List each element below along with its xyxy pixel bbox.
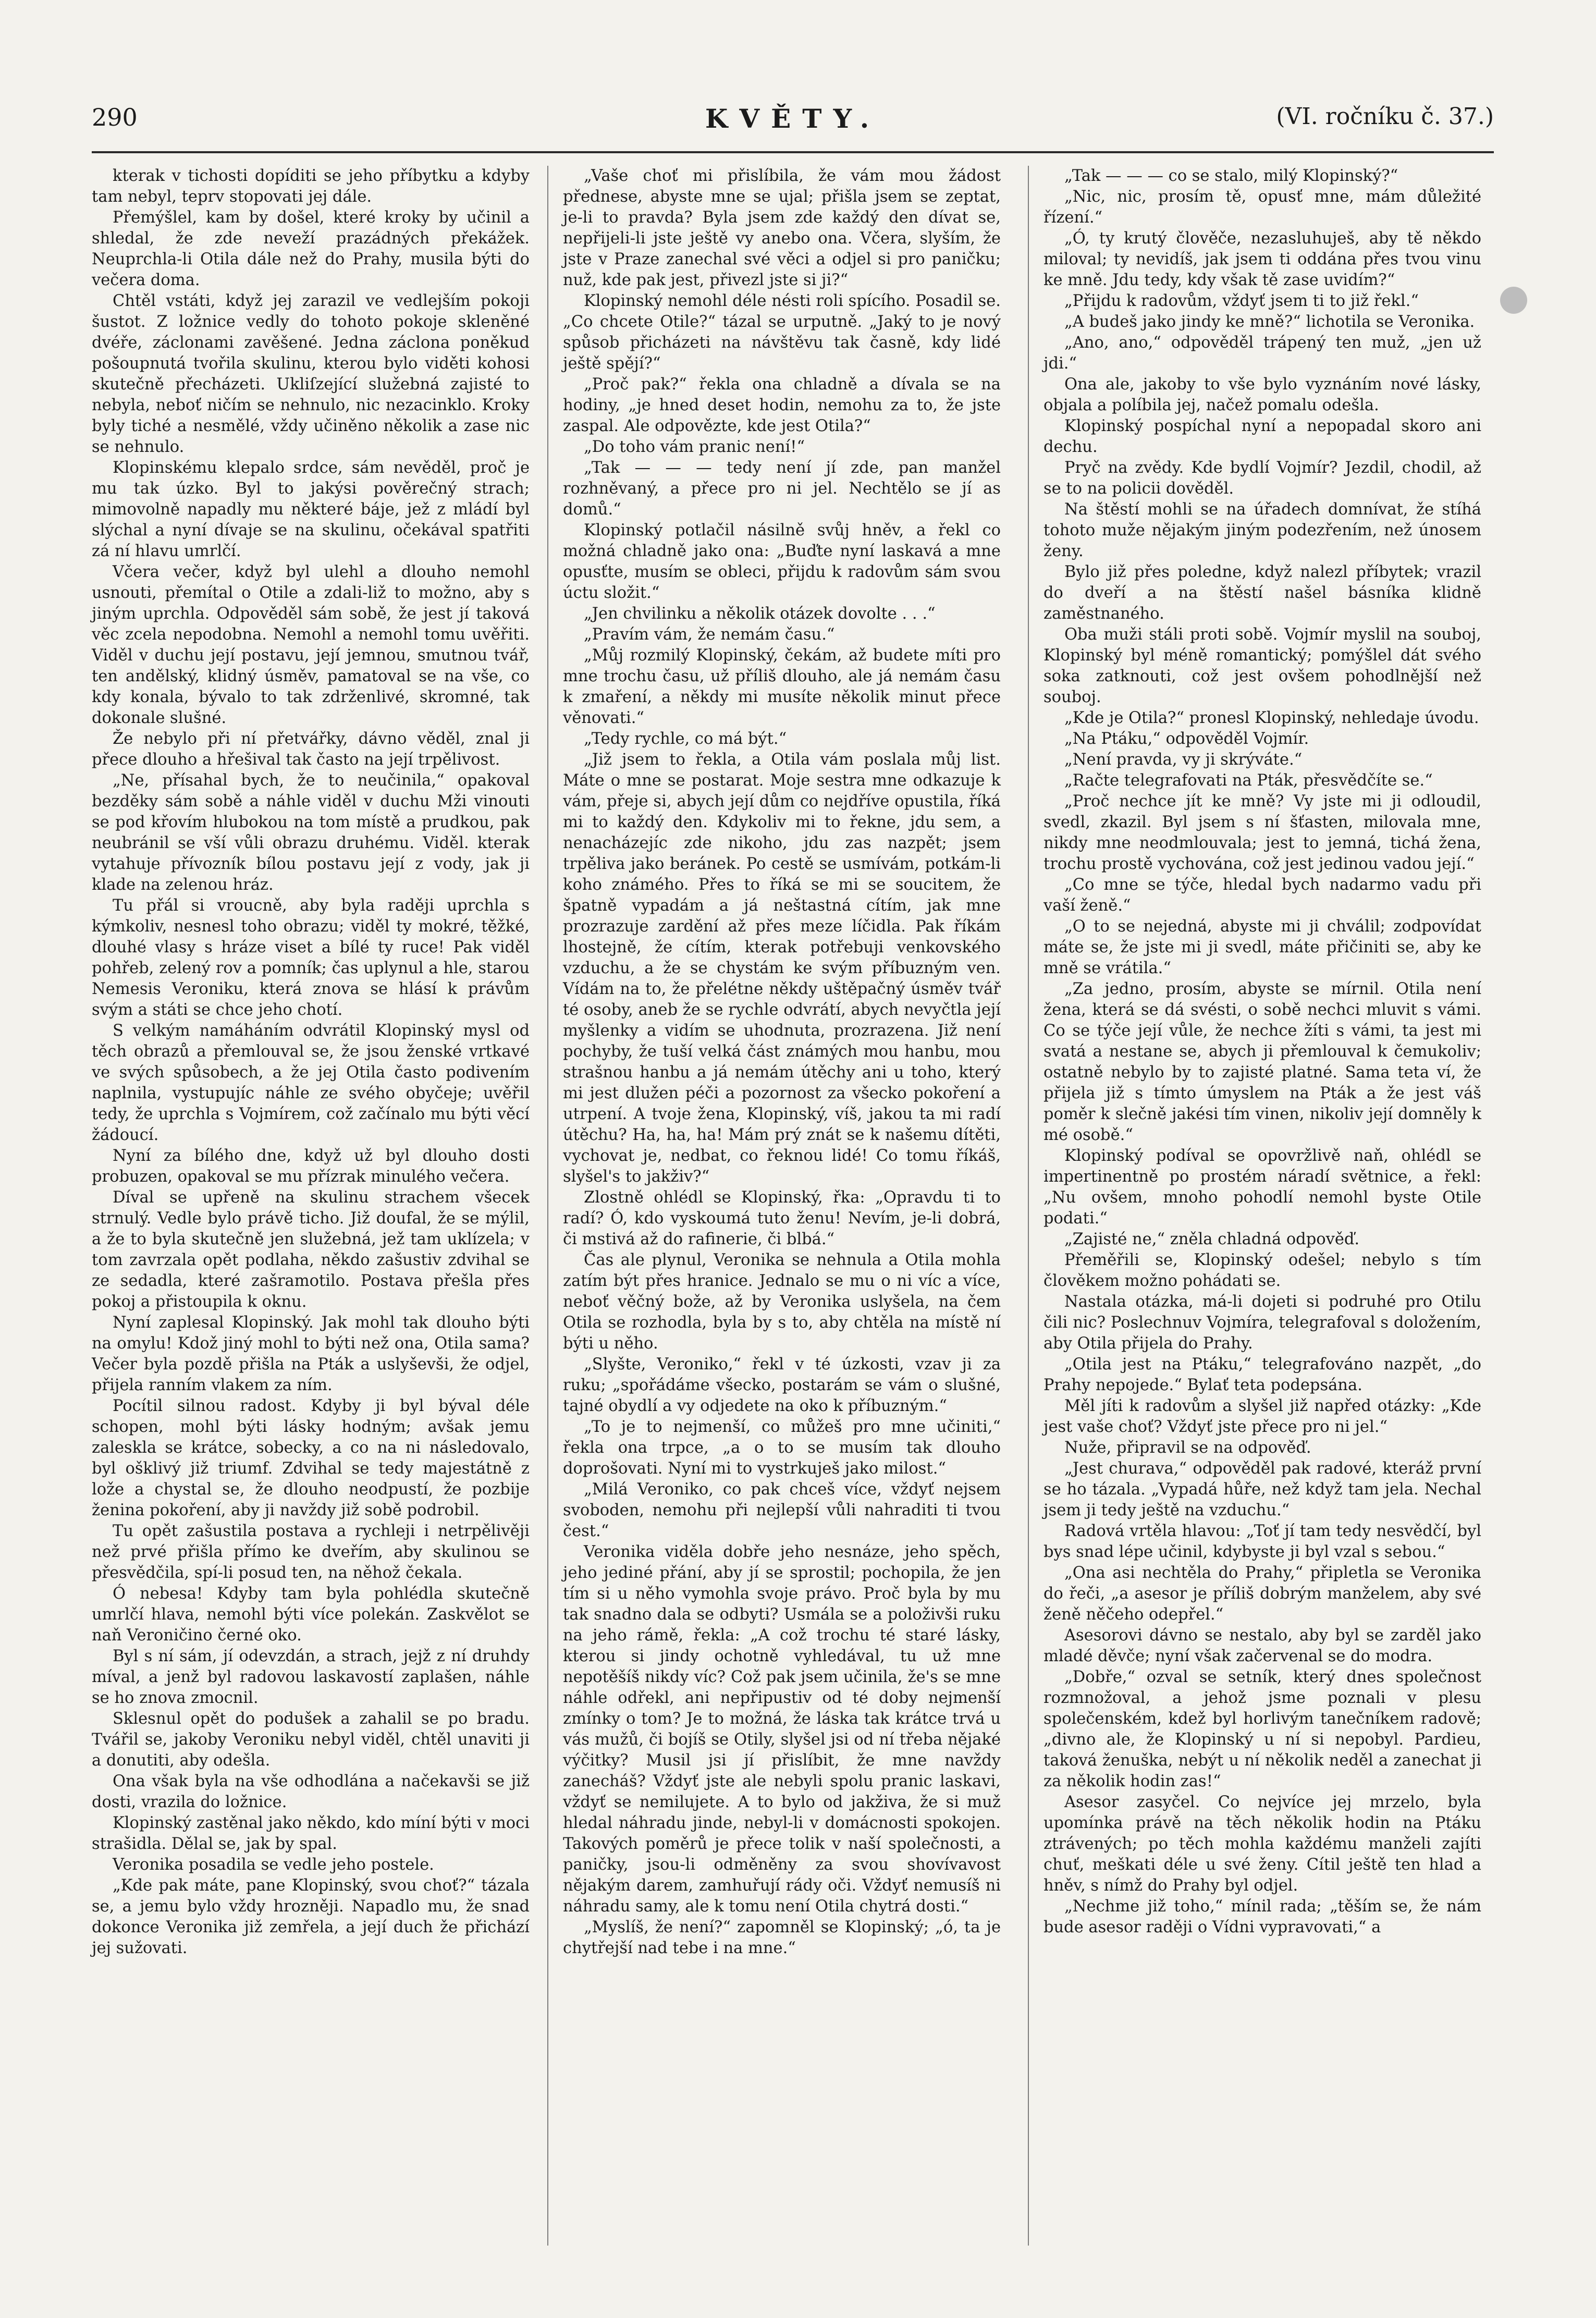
paragraph: Oba muži stáli proti sobě. Vojmír myslil na souboj, Klopinský byl méně romantický; pomýšlel dát svého soka zatknouti, což jest ovšem pohodlnější než souboj. xyxy=(1043,626,1481,706)
paragraph: „Do toho vám pranic není!“ xyxy=(584,438,805,456)
paragraph: Nyní za bílého dne, když už byl dlouho dosti probuzen, opakoval se mu přízrak minulého večera. xyxy=(92,1147,530,1186)
issue-label: (VI. ročníku č. 37.) xyxy=(1276,103,1494,130)
paragraph: Nuže, připravil se na odpověď. xyxy=(1064,1439,1311,1457)
paragraph: „Jen chvilinku a několik otázek dovolte . . .“ xyxy=(584,605,936,623)
page-header xyxy=(92,103,1494,150)
paragraph: „Zajisté ne,“ zněla chladná odpověď. xyxy=(1064,1230,1360,1248)
paragraph: „Otila jest na Ptáku,“ telegrafováno nazpět, „do Prahy nepojede.“ Bylať teta podepsána. xyxy=(1043,1355,1481,1394)
paragraph: „Přijdu k radovům, vždyť jsem ti to již řekl.“ xyxy=(1064,292,1419,310)
paragraph: Čas ale plynul, Veronika se nehnula a Otila mohla zatím být přes hranice. Jednalo se mu o ni víc a více, neboť věčný bože, až by Veronika uslyšela, na čem Otila se rozhodla, byla by s to, aby chtěla na místě ní býti u něho. xyxy=(563,1251,1001,1353)
text-column-2 xyxy=(563,166,1001,1959)
paragraph: „Myslíš, že není?“ zapomněl se Klopinský; „ó, ta je chytřejší nad tebe i na mne.“ xyxy=(563,1918,1001,1957)
paragraph: „Již jsem to řekla, a Otila vám poslala můj list. Máte o mne se postarat. Moje sestra mne odkazuje k vám, přeje si, abych její dům co nejdříve opustila, říká mi to každý den. Kdykoliv mi to řekne, jdu sem, a nenacházejíc zde nikoho, jdu zas nazpět; jsem trpěliva jako beránek. Po cestě se usmívám, potkám-li koho známého. Přes to říká se mi se soucitem, že špatně vypadám a já neštastná cítím, jak mne prozrazuje zardění až přes meze líčidla. Pak říkám lhostejně, že cítím, kterak potřebuji venkovského vzduchu, a že se chystám ke svým příbuzným ven. Vídám na to, že přelétne někdy uštěpačný úsměv tvář té osoby, aneb že se rychle odvrátí, abych nevyčtla její myšlenky a vidím se uhodnuta, prozrazena. Již není pochyby, že tuší velká část známých mou hanbu, mou strašnou hanbu a já nemám útěchy ani u toho, který mi jest dlužen péči a pozornost za všecko pokoření a utrpení. A tvoje žena, Klopinský, víš, jakou ta mi radí útěchu? Ha, ha, ha! Mám prý znát se k našemu dítěti, vychovat je, nedbat, co řeknou lidé! Co tomu říkáš, slyšel's to jakživ?“ xyxy=(563,751,1001,1186)
paragraph: Klopinský podíval se opovržlivě naň, ohlédl se impertinentně po prostém náradí světnice, a řekl: „Nu ovšem, mnoho pohodlí nemohl byste Otile podati.“ xyxy=(1043,1147,1481,1228)
paragraph: Ona však byla na vše odhodlána a načekavši se již dosti, vrazila do ložnice. xyxy=(92,1772,530,1811)
paragraph: „To je to nejmenší, co můžeš pro mne učiniti,“ řekla ona trpce, „a o to se musím tak dlouho doprošovati. Nyní mi to vystrkuješ jako milost.“ xyxy=(563,1418,1001,1478)
paragraph: Bylo již přes poledne, když nalezl příbytek; vrazil do dveří a na štěstí našel básníka klidně zaměstnaného. xyxy=(1043,563,1481,623)
punch-hole xyxy=(1500,287,1527,314)
paragraph: „Nechme již toho,“ mínil rada; „těším se, že nám bude asesor raději o Vídni vypravovati,“ a xyxy=(1043,1897,1481,1936)
paragraph: Asesor zasyčel. Co nejvíce jej mrzelo, byla upomínka právě na těch několik hodin na Ptáku ztrávených; po těch mohla každému manželi zajíti chuť, meškati déle u své ženy. Cítil ještě ten hlad a hněv, s nímž do Prahy byl odjel. xyxy=(1043,1793,1481,1895)
paragraph: Klopinský zastěnal jako někdo, kdo míní býti v moci strašidla. Dělal se, jak by spal. xyxy=(92,1814,530,1853)
paragraph: Veronika viděla dobře jeho nesnáze, jeho spěch, jeho jediné přání, aby jí se sprostil; pochopila, že jen tím si u něho vymohla svoje právo. Proč byla by mu tak snadno dala se odbyti? Usmála se a položivši ruku na jeho rámě, řekla: „A což trochu té staré lásky, kterou si jindy ochotně vyhledával, tu už mne nepotěšíš nikdy víc? Což pak jsem učinila, že's se mne náhle odřekl, ani nepřipustiv od té doby nejmenší zmínky o tom? Je to možná, že láska tak krátce trvá u vás mužů, či bojíš se Otily, slyšel jsi od ní třeba nějaké výčitky? Musil jsi jí přislíbit, že mne navždy zanecháš? Vždyť jste ale nebyli spolu pranic laskavi, vždyť se nemilujete. A to bylo od jakživa, že si muž hledal náhradu jinde, nebyl-li v domácnosti spokojen. Takových poměrů je přece tolik v naší společnosti, a paničky, jsou-li odměněny za svou shovívavost nějakým darem, zamhuřují rády oči. Vždyť nemusíš ni náhradu samy, ale k tomu není Otila chytrá dosti.“ xyxy=(563,1543,1001,1916)
page-number: 290 xyxy=(92,103,138,131)
paragraph: Sklesnul opět do podušek a zahalil se po bradu. Tvářil se, jakoby Veroniku nebyl viděl, chtěl unaviti ji a donutiti, aby odešla. xyxy=(92,1710,530,1770)
paragraph: Asesorovi dávno se nestalo, aby byl se zarděl jako mladé děvče; nyní však začervenal se do modra. xyxy=(1043,1626,1481,1665)
paragraph: „Tak — — — tedy není jí zde, pan manžel rozhněvaný, a přece pro ni jel. Nechtělo se jí as domů.“ xyxy=(563,459,1001,519)
paragraph: Že nebylo při ní přetvářky, dávno věděl, znal ji přece dlouho a hřešival tak často na její trpělivost. xyxy=(92,730,530,769)
paragraph: „Kde je Otila?“ pronesl Klopinský, nehledaje úvodu. xyxy=(1064,709,1479,727)
paragraph: „Kde pak máte, pane Klopinský, svou choť?“ tázala se, a jemu bylo vždy hrozněji. Napadlo mu, že snad dokonce Veronika již zemřela, a její duch že přichází jej sužovati. xyxy=(92,1877,530,1957)
paragraph: Včera večer, když byl ulehl a dlouho nemohl usnouti, přemítal o Otile a zdali-liž to možno, aby s jiným uprchla. Odpověděl sám sobě, že jest jí taková věc zcela nepodobna. Nemohl a nemohl tomu uvěřiti. Viděl v duchu její postavu, její jemnou, smutnou tvář, ten andělský, klidný úsměv, pamatoval se na vše, co kdy konala, bývalo to tak zdrženlivé, skromné, tak dokonale slušné. xyxy=(92,563,530,727)
paragraph: „Ona asi nechtěla do Prahy,“ připletla se Veronika do řeči, „a asesor je příliš dobrým manželem, aby své ženě něčeho odepřel.“ xyxy=(1043,1564,1481,1624)
paragraph: Tu přál si vroucně, aby byla raději uprchla s kýmkoliv, nesnesl toho obrazu; viděl ty mokré, těžké, dlouhé vlasy s hráze viset a bílé ty ruce! Pak viděl pohřeb, zelený rov a pomník; čas uplynul a hle, starou Nemesis Veroniku, která znova se hlásí k právům svým a státi se chce jeho chotí. xyxy=(92,897,530,1019)
paragraph: Chtěl vstáti, když jej zarazil ve vedlejším pokoji šustot. Z ložnice vedly do tohoto pokoje skleněné dvéře, záclonami zavěšené. Jedna záclona poněkud pošoupnutá tvořila skulinu, kterou bylo viděti kohosi skutečně přecházeti. Ukliſzející služebná zajisté to nebyla, neboť ničím se nehnulo, nic nezacinklo. Kroky byly tiché a nesmělé, vždy učiněno několik a zase nic se nehnulo. xyxy=(92,292,530,456)
paragraph: „Tedy rychle, co má být.“ xyxy=(584,730,787,748)
paragraph: Pryč na zvědy. Kde bydlí Vojmír? Jezdil, chodil, až se to na policii dověděl. xyxy=(1043,459,1481,498)
paragraph: S velkým namáháním odvrátil Klopinský mysl od těch obrazů a přemlouval se, že jsou ženské vrtkavé ve svých spůsobech, a že jej Otila často podivením naplnila, vystupujíc náhle ze svého obyčeje; uvěřil tedy, že uprchla s Vojmírem, což začínalo mu býti věcí žádoucí. xyxy=(92,1022,530,1144)
paragraph: „Jest churava,“ odpověděl pak radové, kteráž první se ho tázala. „Vypadá hůře, než když tam jela. Nechal jsem ji tedy ještě na vzduchu.“ xyxy=(1043,1460,1481,1519)
paragraph: „Proč nechce jít ke mně? Vy jste mi ji odloudil, svedl, zkazil. Byl jsem s ní šťasten, milovala mne, nikdy mne neodmlouvala; jest to jemná, tichá žena, trochu prostě vychována, což jest jedinou vadou její.“ xyxy=(1043,792,1481,873)
paragraph: „Račte telegrafovati na Pták, přesvědčíte se.“ xyxy=(1064,771,1433,790)
paragraph: „Můj rozmilý Klopinský, čekám, až budete míti pro mne trochu času, už příliš dlouho, ale já nemám času k zmaření, a někdy mi musíte několik minut přece věnovati.“ xyxy=(563,646,1001,727)
paragraph: „Co mne se týče, hledal bych nadarmo vadu při vaší ženě.“ xyxy=(1043,876,1481,915)
paragraph: „Není pravda, vy ji skrýváte.“ xyxy=(1064,751,1303,769)
paragraph: „Slyšte, Veroniko,“ řekl v té úzkosti, vzav ji za ruku; „spořádáme všecko, postarám se vám o slušné, tajné obydlí a vy odjedete na oko k příbuzným.“ xyxy=(563,1355,1001,1415)
paragraph: „Vaše choť mi přislíbila, že vám mou žádost přednese, abyste mne se ujal; přišla jsem se zeptat, je-li to pravda? Byla jsem zde každý den dívat se, nepřijeli-li jste ještě vy anebo ona. Včera, slyším, že jste v Praze zanechal své věci a odjel si pro paničku; nuž, kde pak jest, přivezl jste si ji?“ xyxy=(563,167,1001,289)
paragraph: Přemýšlel, kam by došel, které kroky by učinil a shledal, že zde neveží prazádných překážek. Neuprchla-li Otila dále než do Prahy, musila býti do večera doma. xyxy=(92,209,530,289)
paragraph: „Za jedno, prosím, abyste se mírnil. Otila není žena, která se dá svésti, o sobě nechci mluvit s vámi. Co se týče její vůle, že nechce žíti s vámi, ta jest mi svatá a nestane se, abych ji přemlouval k čemukoliv; ostatně nebylo by to zajisté platné. Sama teta ví, že přijela již s tímto úmyslem na Pták a že jest váš poměr k slečně jakési tím vinen, nikoliv její domněly k mé osobě.“ xyxy=(1043,980,1481,1144)
paragraph: „Nic, nic, prosím tě, opusť mne, mám důležité řízení.“ xyxy=(1043,188,1481,227)
paragraph: „Ó, ty krutý člověče, nezasluhuješ, aby tě někdo miloval; ty nevidíš, jak jsem ti oddána přes tvou vinu ke mně. Jdu tedy, kdy však tě zase uvidím?“ xyxy=(1043,229,1481,289)
paragraph: Ó nebesa! Kdyby tam byla pohlédla skutečně umrlčí hlava, nemohl býti více polekán. Zaskvělot se naň Veroničino černé oko. xyxy=(92,1585,530,1645)
paragraph: Radová vrtěla hlavou: „Toť jí tam tedy nesvědčí, byl bys snad lépe učinil, kdybyste ji byl vzal s sebou.“ xyxy=(1043,1522,1481,1561)
paragraph: Veronika posadila se vedle jeho postele. xyxy=(113,1856,434,1874)
paragraph: Měl jíti k radovům a slyšel již napřed otázky: „Kde jest vaše choť? Vždyť jste přece pro ni jel.“ xyxy=(1043,1397,1481,1436)
paragraph: „Dobře,“ ozval se setník, který dnes společnost rozmnožoval, a jehož jsme poznali v plesu společenském, kdež byl horlivým tanečníkem radově; „divno ale, že Klopinský u ní si nepobyl. Pardieu, taková ženuška, nebýt u ní několik neděl a zanechat ji za několik hodin zas!“ xyxy=(1043,1668,1481,1790)
paragraph: Zlostně ohlédl se Klopinský, řka: „Opravdu ti to radí? Ó, kdo vyskoumá tuto ženu! Nevím, je-li dobrá, či mstivá až do rafinerie, či blbá.“ xyxy=(563,1188,1001,1248)
paragraph: Tu opět zašustila postava a rychleji i netrpělivěji než prvé přišla přímo ke dveřím, aby skulinou se přesvědčila, spí-li posud ten, na něhož čekala. xyxy=(92,1522,530,1582)
paragraph: Klopinský potlačil násilně svůj hněv, a řekl co možná chladně jako ona: „Buďte nyní laskavá a mne opusťte, musím se obleci, přijdu k radovům sám svou úctu složit.“ xyxy=(563,521,1001,602)
paragraph: kterak v tichosti dopíditi se jeho příbytku a kdyby tam nebyl, teprv stopovati jej dále. xyxy=(92,167,530,206)
paragraph: „A budeš jako jindy ke mně?“ lichotila se Veronika. xyxy=(1064,313,1475,331)
paragraph: „Tak — — — co se stalo, milý Klopinský?“ xyxy=(1064,167,1398,185)
paragraph: „O to se nejedná, abyste mi ji chválil; zodpovídat máte se, že jste mi ji svedl, máte přičiniti se, aby ke mně se vrátila.“ xyxy=(1043,917,1481,977)
paragraph: „Ano, ano,“ odpověděl trápený ten muž, „jen už jdi.“ xyxy=(1043,334,1481,373)
column-divider xyxy=(547,166,548,2246)
text-column-1 xyxy=(92,166,530,1959)
text-column-3 xyxy=(1043,166,1481,1938)
paragraph: Klopinský pospíchal nyní a nepopadal skoro ani dechu. xyxy=(1043,417,1481,456)
paragraph: Nyní zaplesal Klopinský. Jak mohl tak dlouho býti na omylu! Kdož jiný mohl to býti než ona, Otila sama? Večer byla pozdě přišla na Pták a uslyševši, že odjel, přijela ranním vlakem za ním. xyxy=(92,1314,530,1394)
paragraph: Klopinský nemohl déle nésti roli spícího. Posadil se. „Co chcete Otile?“ tázal se urputně. „Jaký to je nový spůsob přicházeti na návštěvu tak časně, kdy lidé ještě spějí?“ xyxy=(563,292,1001,373)
paragraph: Na štěstí mohli se na úřadech domnívat, že stíhá tohoto muže nějakým jiným podezřením, než únosem ženy. xyxy=(1043,500,1481,560)
paragraph: Byl s ní sám, jí odevzdán, a strach, jejž z ní druhdy míval, a jenž byl radovou laskavostí zaplašen, náhle se ho znova zmocnil. xyxy=(92,1647,530,1707)
paragraph: Nastala otázka, má-li dojeti si podruhé pro Otilu čili nic? Poslechnuv Vojmíra, telegrafoval s doložením, aby Otila přijela do Prahy. xyxy=(1043,1293,1481,1353)
paragraph: Ona ale, jakoby to vše bylo vyznáním nové lásky, objala a políbila jej, načež pomalu odešla. xyxy=(1043,375,1481,414)
paragraph: Klopinskému klepalo srdce, sám nevěděl, proč je mu tak úzko. Byl to jakýsi pověrečný strach; mimovolně napadly mu některé báje, jež z mládí byl slýchal a nyní dívaje se na skulinu, očekával spatřiti zá ní hlavu umrlčí. xyxy=(92,459,530,560)
paragraph: „Proč pak?“ řekla ona chladně a dívala se na hodiny, „je hned deset hodin, nemohu za to, že jste zaspal. Ale odpovězte, kde jest Otila?“ xyxy=(563,375,1001,435)
paragraph: „Ne, přísahal bych, že to neučinila,“ opakoval bezděky sám sobě a náhle viděl v duchu Mži vinouti se pod křovím hlubokou na tom místě a prudkou, pak neubránil se vší vůli obrazu druhému. Viděl. kterak vytahuje přívozník bílou postavu její z vody, jak ji klade na zelenou hráz. xyxy=(92,771,530,894)
paragraph: Pocítil silnou radost. Kdyby ji byl býval déle schopen, mohl býti lásky hodným; avšak jemu zalesklа se krátce, sobecky, a co na ni následovalo, byl ošklivý již triumf. Zdvihal se tedy majestátně z lože a chystal se, že dlouho neodpustí, že pozbije ženina pokoření, aby ji navždy již sobě podrobil. xyxy=(92,1397,530,1519)
column-divider xyxy=(1028,166,1029,2246)
paragraph: „Na Ptáku,“ odpověděl Vojmír. xyxy=(1064,730,1309,748)
header-rule xyxy=(92,151,1494,153)
paragraph: Přeměřili se, Klopinský odešel; nebylo s tím člověkem možno pohádati se. xyxy=(1043,1251,1481,1290)
paragraph: „Milá Veroniko, co pak chceš více, vždyť nejsem svoboden, nemohu při nejlepší vůli nahraditi ti tvou čest.“ xyxy=(563,1480,1001,1540)
journal-title: KVĚTY. xyxy=(705,103,881,134)
paragraph: „Pravím vám, že nemám času.“ xyxy=(584,626,835,644)
paragraph: Díval se upřeně na skulinu strachem všecek strnulý. Vedle bylo právě ticho. Již doufal, že se mýlil, a že to byla skutečně jen služebná, jež tam uklízela; v tom zavrzala opět podlaha, někdo zašustiv zdvihal se ze sedadla, které zašramotilo. Postava přešla přes pokoj a přistoupila k oknu. xyxy=(92,1188,530,1311)
